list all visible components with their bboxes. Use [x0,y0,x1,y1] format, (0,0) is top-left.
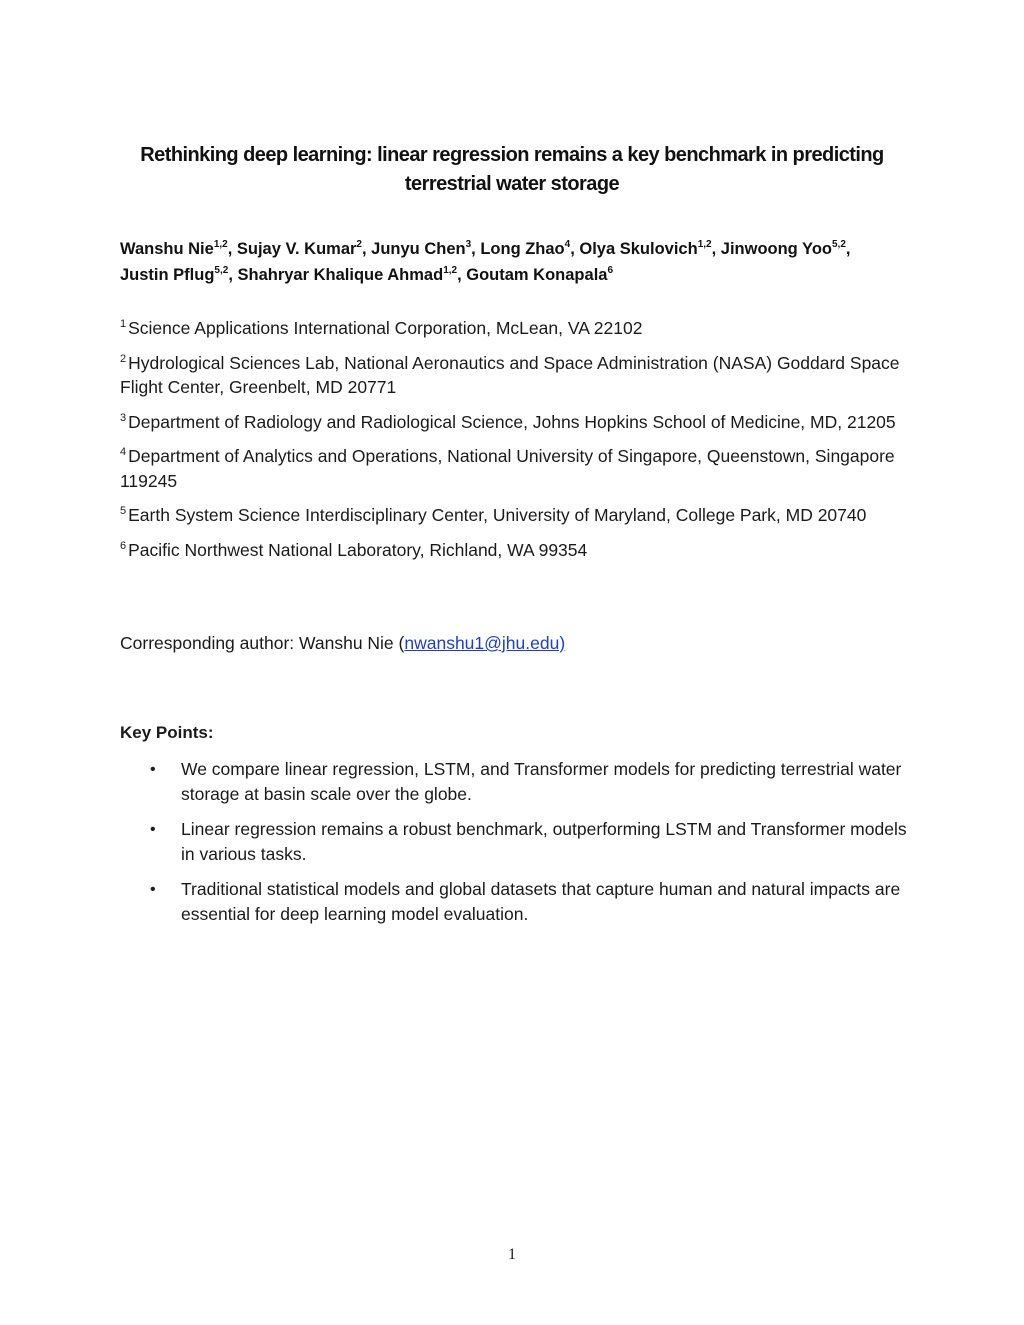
bullet-icon: • [150,881,156,898]
author-affil-sup: 1,2 [697,238,712,250]
author-affil-sup: 5,2 [831,238,846,250]
affiliation-item [120,538,910,563]
author-name: Jinwoong Yoo [720,240,832,258]
affiliation-item [120,316,910,341]
author-name: Justin Pflug [120,266,215,284]
author-separator: , [457,266,467,284]
key-point-item [120,757,910,807]
author-name: Shahryar Khalique Ahmad [237,266,444,284]
author-affil-sup: 6 [607,264,614,276]
author-line-1 [120,236,910,262]
page-number: 1 [508,1246,516,1263]
author-affil-sup: 1,2 [443,264,458,276]
author-separator: , [570,240,580,258]
affiliation-item [120,503,910,528]
affiliation-number: 1 [120,318,127,331]
corresponding-email-link[interactable]: nwanshu1@jhu.edu) [404,633,566,653]
affiliation-text: Earth System Science Interdisciplinary Center, University of Maryland, College Park, MD 20740 [128,505,867,525]
affiliation-number: 6 [120,539,127,552]
author-separator: , [361,240,372,258]
affiliation-number: 2 [120,352,127,365]
corresponding-author [120,631,565,656]
affiliation-item [120,444,910,493]
author-name: Olya Skulovich [579,240,698,258]
author-name: Long Zhao [480,240,565,258]
author-affil-sup: 3 [465,238,472,250]
author-affil-sup: 5,2 [214,264,229,276]
key-point-text: Traditional statistical models and global datasets that capture human and natural impacts are essential for deep learning model evaluation. [181,879,901,924]
affiliation-number: 4 [120,446,127,459]
affiliation-text: Department of Analytics and Operations, National University of Singapore, Queenstown, Singapore 119245 [120,446,895,491]
author-separator: , [228,266,238,284]
affiliation-text: Department of Radiology and Radiological Science, Johns Hopkins School of Medicine, MD, 21205 [128,411,896,432]
author-name: Wanshu Nie [120,240,214,258]
author-separator: , [227,240,237,258]
author-affil-sup: 1,2 [213,238,228,250]
corresponding-author-label: Corresponding author: Wanshu Nie ( [120,633,405,653]
author-affil-sup: 2 [356,238,362,250]
bullet-icon: • [150,761,156,778]
paper-title [100,141,924,199]
affiliation-text: Science Applications International Corporation, McLean, VA 22102 [128,318,643,338]
author-separator: , [845,240,851,258]
key-point-item [120,817,910,867]
key-points-list [120,757,910,937]
title-line-2: terrestrial water storage [404,173,620,195]
affiliation-text: Pacific Northwest National Laboratory, Richland, WA 99354 [128,539,588,560]
affiliation-item [120,351,910,400]
key-point-item [120,877,910,927]
affiliation-number: 5 [120,505,127,518]
affiliation-number: 3 [120,411,127,424]
author-affil-sup: 4 [564,238,571,250]
key-point-text: We compare linear regression, LSTM, and Transformer models for predicting terrestrial water storage at basin scale over the globe. [181,759,902,804]
key-points-heading: Key Points: [120,723,214,742]
author-separator: , [711,240,721,258]
key-point-text: Linear regression remains a robust benchmark, outperforming LSTM and Transformer models in various tasks. [181,819,907,864]
affiliation-list [120,316,910,572]
affiliation-item [120,410,910,435]
author-name: Sujay V. Kumar [236,240,357,258]
bullet-icon: • [150,821,156,838]
author-name: Junyu Chen [371,240,466,258]
author-line-2 [120,262,910,288]
author-name: Goutam Konapala [466,266,608,284]
author-list [120,236,910,288]
author-separator: , [471,240,481,258]
affiliation-text: Hydrological Sciences Lab, National Aeronautics and Space Administration (NASA) Goddard Space Flight Center, Greenbelt, MD 20771 [120,352,900,397]
title-line-1: Rethinking deep learning: linear regression remains a key benchmark in predicting [140,144,884,166]
